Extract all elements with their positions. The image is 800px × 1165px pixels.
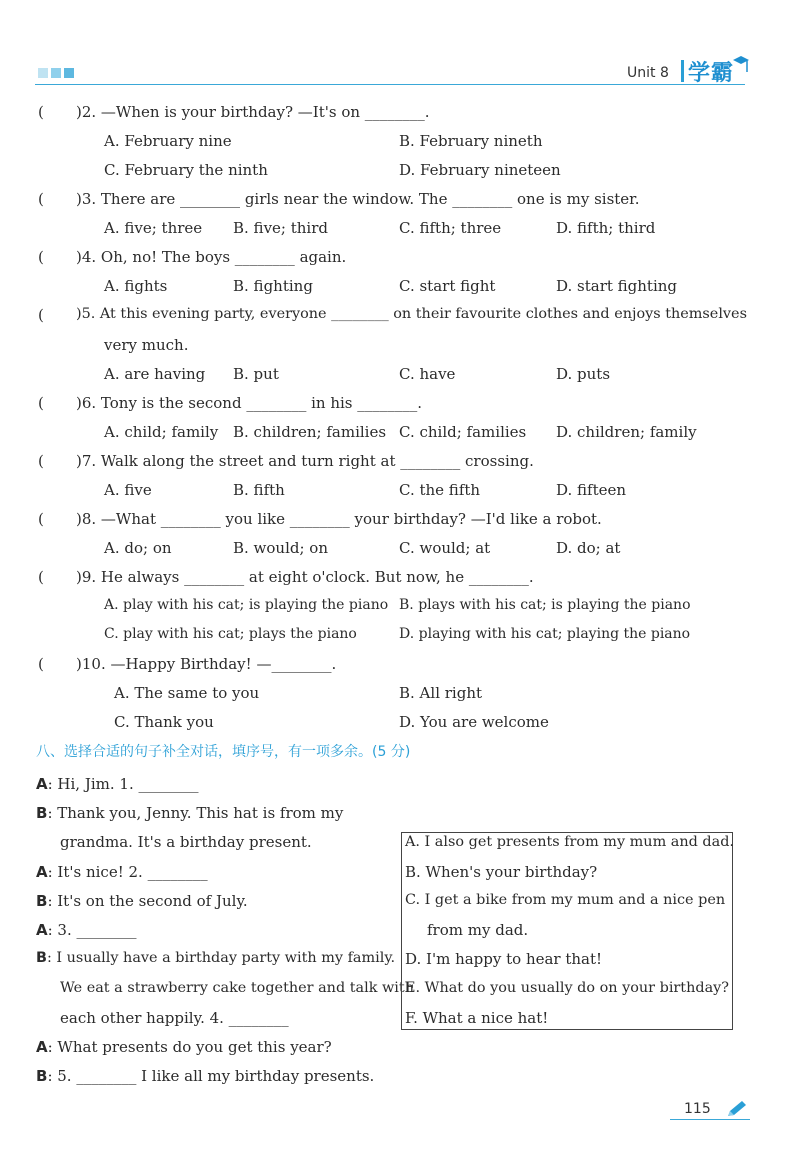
question-stem: )5. At this evening party, everyone ________ on their favourite clothes and enjoys themselves [76, 306, 747, 322]
choice-item: A. I also get presents from my mum and dad. [405, 834, 734, 850]
option: D. You are welcome [399, 713, 549, 731]
dialogue-line [60, 833, 312, 851]
option: A. The same to you [114, 684, 260, 702]
unit-label: Unit 8 [627, 65, 669, 81]
dialogue-text: : It's on the second of July. [47, 892, 248, 910]
section-heading: 八、选择合适的句子补全对话，填序号，有一项多余。(5 分) [36, 744, 411, 760]
option: B. children; families [233, 423, 387, 441]
speaker-label: A [36, 775, 48, 793]
choice-item: D. I'm happy to hear that! [405, 950, 603, 968]
option: B. would; on [233, 539, 329, 557]
dialogue-line [36, 863, 208, 881]
option: C. start fight [399, 277, 496, 295]
brand-logo: 学霸 [688, 61, 735, 86]
option: A. February nine [104, 132, 232, 150]
option: A. play with his cat; is playing the piano [104, 597, 389, 613]
dialogue-line [36, 892, 248, 910]
option: C. Thank you [114, 713, 214, 731]
header-square [64, 68, 74, 78]
page-header [0, 0, 800, 90]
dialogue-text: : Thank you, Jenny. This hat is from my [47, 804, 344, 822]
option: B. plays with his cat; is playing the piano [399, 597, 691, 613]
option: C. child; families [399, 423, 527, 441]
speaker-label: B [36, 892, 48, 910]
brand-divider [681, 60, 684, 82]
question-stem: )10. —Happy Birthday! —________. [76, 655, 337, 673]
option: A. five [104, 481, 152, 499]
option: C. have [399, 365, 456, 383]
dialogue-line [36, 921, 137, 939]
dialogue-text: : 5. ________ I like all my birthday presents. [47, 1067, 375, 1085]
dialogue-line [36, 804, 343, 822]
dialogue-text: each other happily. 4. ________ [60, 1009, 289, 1027]
dialogue-text: : Hi, Jim. 1. ________ [47, 775, 199, 793]
option: D. puts [556, 365, 611, 383]
option: C. play with his cat; plays the piano [104, 626, 357, 642]
choice-item-continued: from my dad. [427, 921, 529, 939]
header-rule [35, 84, 745, 85]
footer-rule [670, 1119, 750, 1120]
dialogue-line [36, 775, 199, 793]
option: C. the fifth [399, 481, 481, 499]
choice-item: E. What do you usually do on your birthday? [405, 980, 730, 996]
speaker-label: B [36, 804, 48, 822]
option: B. All right [399, 684, 483, 702]
option: D. February nineteen [399, 161, 561, 179]
speaker-label: B [36, 1067, 48, 1085]
option: A. child; family [104, 423, 219, 441]
answer-paren[interactable]: ( [38, 394, 44, 412]
dialogue-line [36, 1038, 332, 1056]
option: C. would; at [399, 539, 491, 557]
answer-paren[interactable]: ( [38, 306, 44, 324]
option: D. playing with his cat; playing the piano [399, 626, 691, 642]
option: D. fifteen [556, 481, 627, 499]
answer-paren[interactable]: ( [38, 103, 44, 121]
answer-paren[interactable]: ( [38, 248, 44, 266]
speaker-label: A [36, 921, 48, 939]
option: C. February the ninth [104, 161, 268, 179]
option: D. children; family [556, 423, 697, 441]
question-stem: )9. He always ________ at eight o'clock. But now, he ________. [76, 568, 534, 586]
dialogue-text: : What presents do you get this year? [47, 1038, 332, 1056]
option: A. five; three [104, 219, 203, 237]
question-stem: )3. There are ________ girls near the window. The ________ one is my sister. [76, 190, 640, 208]
speaker-label: A [36, 863, 48, 881]
question-stem-continued: very much. [104, 336, 189, 354]
question-stem: )7. Walk along the street and turn right at ________ crossing. [76, 452, 534, 470]
header-decoration [38, 68, 74, 78]
answer-paren[interactable]: ( [38, 452, 44, 470]
dialogue-line [36, 950, 395, 966]
answer-paren[interactable]: ( [38, 568, 44, 586]
choice-item: B. When's your birthday? [405, 863, 598, 881]
dialogue-text: grandma. It's a birthday present. [60, 833, 312, 851]
dialogue-text: : 3. ________ [47, 921, 137, 939]
choice-item: F. What a nice hat! [405, 1009, 549, 1027]
question-stem: )4. Oh, no! The boys ________ again. [76, 248, 347, 266]
answer-paren[interactable]: ( [38, 510, 44, 528]
pencil-icon [726, 1100, 748, 1118]
option: A. do; on [104, 539, 172, 557]
header-square [51, 68, 61, 78]
choice-item: C. I get a bike from my mum and a nice pen [405, 892, 726, 908]
option: B. fifth [233, 481, 285, 499]
speaker-label: B [36, 950, 47, 966]
option: D. do; at [556, 539, 621, 557]
option: D. fifth; third [556, 219, 656, 237]
dialogue-line [36, 1067, 374, 1085]
page-number: 115 [684, 1101, 711, 1117]
option: B. February nineth [399, 132, 543, 150]
dialogue-text: We eat a strawberry cake together and talk with [60, 980, 414, 996]
option: D. start fighting [556, 277, 678, 295]
dialogue-line [60, 1009, 289, 1027]
dialogue-text: : I usually have a birthday party with my family. [46, 950, 396, 966]
dialogue-text: : It's nice! 2. ________ [47, 863, 208, 881]
question-stem: )6. Tony is the second ________ in his ________. [76, 394, 423, 412]
question-stem: )8. —What ________ you like ________ your birthday? —I'd like a robot. [76, 510, 602, 528]
option: B. fighting [233, 277, 313, 295]
option: B. put [233, 365, 279, 383]
graduation-cap-icon [733, 54, 749, 76]
option: B. five; third [233, 219, 328, 237]
dialogue-line [60, 980, 414, 996]
answer-paren[interactable]: ( [38, 190, 44, 208]
speaker-label: A [36, 1038, 48, 1056]
option: C. fifth; three [399, 219, 502, 237]
answer-paren[interactable]: ( [38, 655, 44, 673]
header-square [38, 68, 48, 78]
option: A. fights [104, 277, 168, 295]
question-stem: )2. —When is your birthday? —It's on ________. [76, 103, 430, 121]
option: A. are having [104, 365, 206, 383]
